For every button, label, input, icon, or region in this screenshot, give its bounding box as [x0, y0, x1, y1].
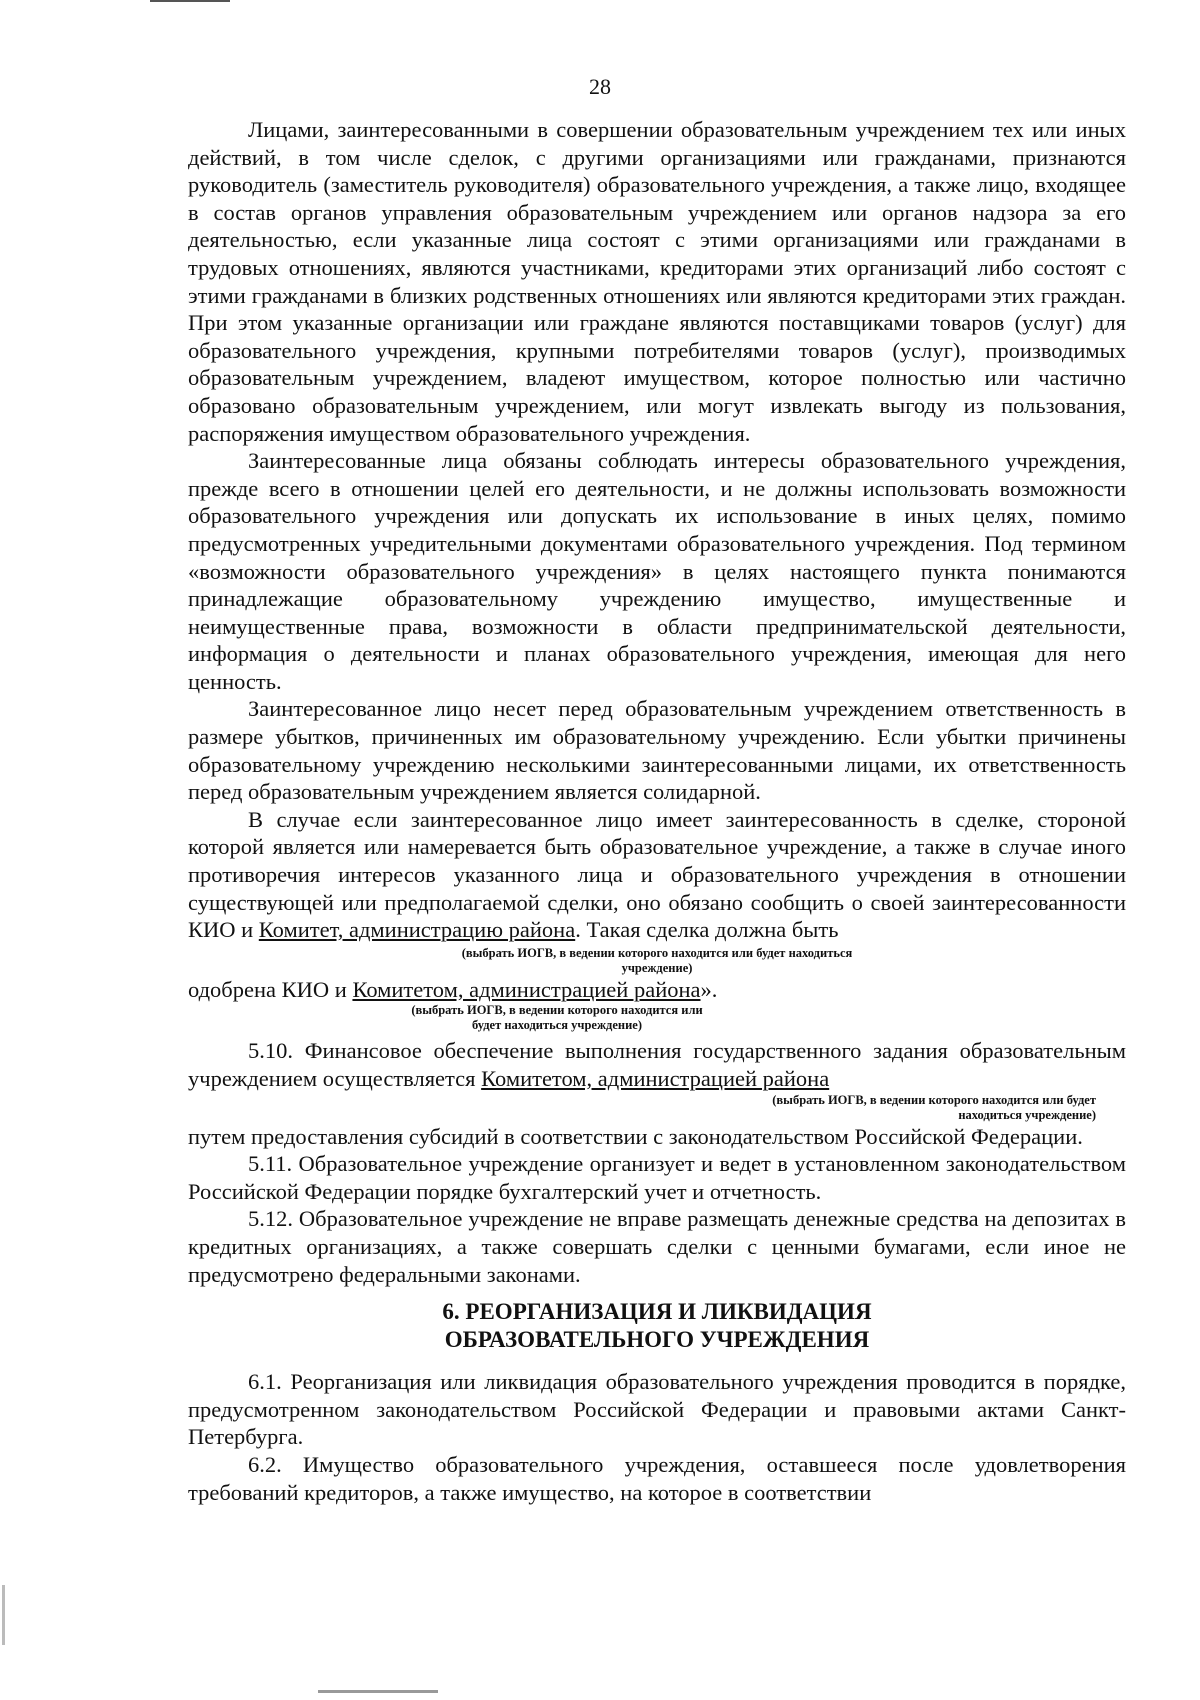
underlined-authority: Комитет, администрацию района [258, 917, 576, 943]
paragraph-6-2: 6.2. Имущество образовательного учреждения, оставшееся после удовлетворения требований кредиторов, а также имущество, на которое в соответствии [188, 1451, 1126, 1505]
paragraph-liability: Заинтересованное лицо несет перед образовательным учреждением ответственность в размере убытков, причиненных им образовательному учреждению. Если убытки причинены образовательному учреждению несколькими заинтересованными лицами, их ответственность перед образовательным учреждением является солидарной. [188, 696, 1126, 805]
section-heading-line2: ОБРАЗОВАТЕЛЬНОГО УЧРЕЖДЕНИЯ [444, 1327, 870, 1353]
paragraph-6-1: 6.1. Реорганизация или ликвидация образовательного учреждения проводится в порядке, предусмотренном законодательством Российской Федерации и правовыми актами Санкт-Петербурга. [188, 1369, 1126, 1450]
section-heading [188, 1298, 1126, 1354]
text-segment: ». [700, 976, 718, 1002]
paragraph-obligations: Заинтересованные лица обязаны соблюдать интересы образовательного учреждения, прежде всего в отношении целей его деятельности, и не должны использовать возможности образовательного учреждения или допускать их использование в иных целях, помимо предусмотренных учредительными документами образовательного учреждения. Под термином «возможности образовательного учреждения» в целях настоящего пункта понимаются принадлежащие образовательному учреждению имущество, имущественные и неимущественные права, возможности в области предпринимательской деятельности, информация о деятельности и планах образовательного учреждения, имеющая для него ценность. [188, 448, 1126, 694]
scan-artifact-left [2, 1585, 5, 1645]
text-segment: . Такая сделка должна быть [575, 917, 839, 943]
text-segment: одобрена КИО и [188, 976, 353, 1002]
underlined-authority: Комитетом, администрацией района [352, 976, 701, 1002]
paragraph-5-11: 5.11. Образовательное учреждение организует и ведет в установленном законодательством Российской Федерации порядке бухгалтерский учет и отчетность. [188, 1151, 1126, 1204]
paragraph-5-10 [188, 1037, 1126, 1092]
paragraph-approval [188, 976, 1126, 1004]
scan-artifact-top [150, 0, 230, 2]
text-segment: 5.10. Финансовое обеспечение выполнения государственного задания образовательным учреждением осуществляется [188, 1038, 1126, 1091]
underlined-authority: Комитетом, администрацией района [481, 1066, 830, 1091]
paragraph-5-10-cont: путем предоставления субсидий в соответствии с законодательством Российской Федерации. [188, 1123, 1083, 1149]
paragraph-interested-persons: Лицами, заинтересованными в совершении образовательным учреждением тех или иных действий, в том числе сделок, с другими организациями или гражданами, признаются руководитель (заместитель руководителя) образовательного учреждения, а также лицо, входящее в состав органов управления образовательным учреждением или органов надзора за его деятельностью, если указанные лица состоят с этими организациями или гражданами в трудовых отношениях, являются участниками, кредиторами этих организаций либо состоят с этими гражданами в близких родственных отношениях или являются кредиторами этих граждан. При этом указанные организации или граждане являются поставщиками товаров (услуг) для образовательного учреждения, крупными потребителями товаров (услуг), производимых образовательным учреждением, владеют имуществом, которое полностью или частично образовано образовательным учреждением, или могут извлекать выгоду из пользования, распоряжения имуществом образовательного учреждения. [188, 117, 1126, 446]
footnote-choose-authority: (выбрать ИОГВ, в ведении которого находится или будет находиться учреждение) [411, 1003, 703, 1033]
paragraph-5-12: 5.12. Образовательное учреждение не вправе размещать денежные средства на депозитах в кредитных организациях, а также совершать сделки с ценными бумагами, если иное не предусмотрено федеральными законами. [188, 1206, 1126, 1287]
section-heading-line1: 6. РЕОРГАНИЗАЦИЯ И ЛИКВИДАЦИЯ [442, 1299, 872, 1325]
text-segment: В случае если заинтересованное лицо имеет заинтересованность в сделке, стороной которой является или намеревается быть образовательное учреждение, а также в случае иного противоречия интересов указанного лица и образовательного учреждения в отношении существующей или предполагаемой сделки, оно обязано сообщить о своей заинтересованности КИО и [188, 806, 1126, 943]
scan-artifact-bottom [318, 1690, 438, 1693]
paragraph-transaction-interest [188, 806, 1126, 944]
footnote-choose-authority: (выбрать ИОГВ, в ведении которого находится или будет находиться учреждение) [772, 1092, 1096, 1122]
footnote-choose-authority: (выбрать ИОГВ, в ведении которого находится или будет находиться учреждение) [461, 945, 853, 975]
document-body [188, 116, 1126, 1506]
page-number: 28 [589, 74, 611, 99]
